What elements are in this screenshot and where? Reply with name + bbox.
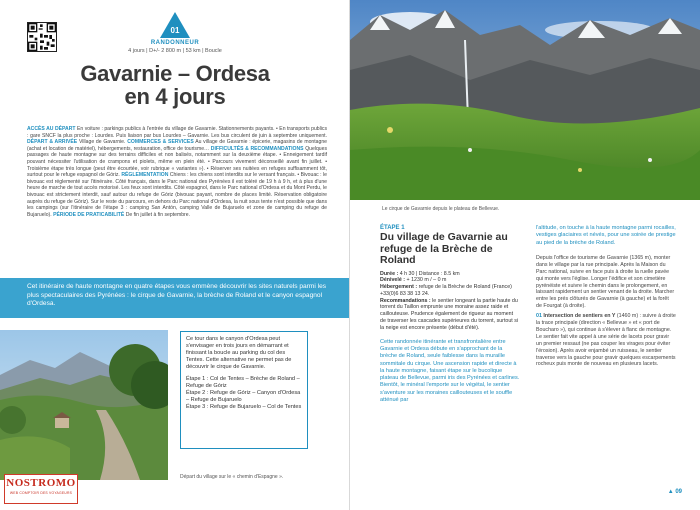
info-text: Chiens : les chiens sont interdits sur le versant français. • Bivouac : le bivouac est réglementé sur l'itinéraire. Côté français, dans le Parc national des Pyrénées il est toléré de 19 h à 9 h, et à plus d'une heure de marche de tout accès motorisé. Les feux sont interdits. Côté espagnol, dans le Parc national d'Ordesa et du Mont Perdu, le bivouac est strictement interdit, sauf autour du refuge de Góriz (bivouac payant, nombre de places limité. Réservation obligatoire auprès du refuge de Góriz). Sur le reste du parcours, en dehors du Parc national d'Ordesa, la nuit sous tente n'est possible que dans les campings (sur l'itinéraire de l'étape 3 : camping San Antón, camping Valle de Bujaruelo et zone de camping du refuge de Bujaruelo). (27, 172, 328, 218)
info-text: De fin juillet à fin septembre. (124, 211, 190, 218)
qr-code-icon (28, 23, 56, 51)
stage-number-badge (160, 12, 190, 38)
stage-directions-2 (536, 313, 676, 368)
logo-subtitle: WEB COMPTOIR DES VOYAGEURS (9, 491, 73, 495)
stat-row: Hébergement : refuge de la Brèche de Roland (France) +33(0)6 83 38 13 24. (380, 284, 512, 297)
category-label: RANDONNEUR (150, 40, 200, 46)
route-meta: 4 jours | D+/- 2 800 m | 53 km | Boucle (128, 48, 222, 54)
stage-label: ÉTAPE 1 (380, 225, 405, 231)
stage-intro: Cette randonnée itinérante et transfrontalière entre Gavarnie et Ordesa débute en s'approchant de la brèche de Roland, seule faiblesse dans la muraille sommitale du cirque. Une ascension rapide et directe à la haute montagne, faisant étape sur le bucolique plateau de Bellevue, parmi iris des Pyrénées et carlines. Bientôt, le minéral l'emporte sur le végétal, le sentier s'aventure sur les moraines caillouteuses et le souffle atténué par (380, 338, 520, 404)
info-key: COMMERCES & SERVICES (127, 139, 194, 146)
stage-column-2 (536, 225, 676, 368)
intro-banner: Cet itinéraire de haute montagne en quatre étapes vous emmène découvrir les sites naturels parmi les plus spectaculaires des Pyrénées : le cirque de Gavarnie, la brèche de Roland et le canyon espagnol d'Ordesa. (0, 278, 350, 318)
title-line-1: Gavarnie – Ordesa (80, 61, 270, 86)
publisher-logo[interactable] (4, 474, 78, 504)
waypoint-text: (1460 m) : suivre à droite la trace principale (direction « Bellevue » et « port de Boucharo »), qui continue à s'élever à flanc de montagne. Le sentier fait vite appel à une série de lacets pour gravir un premier ressaut (ne pas couper les virages pour éviter l'érosion). Après avoir enjambé un ruisseau, le sentier traverse vers la gauche pour gravir quelques escarpements rocheux puis monte de nouveau en plusieurs lacets. (536, 313, 676, 368)
stage-column-1 (380, 225, 520, 404)
title-line-2: en 4 jours (124, 84, 226, 109)
info-text: Village de Gavarnie. (77, 139, 126, 146)
info-text: Quelques passages de haute montagne sur des terrains difficiles et non balisés, notamment sur la deuxième étape. • Enneigement tardif pouvant nécessiter l'utilisation de crampons et piolets, même en plein été. • Parcours vivement déconseillé avant fin juillet. • Troisième étape très longue (peut être écourtée, voir rubrique « variantes »). • Réserver ses nuitées en refuges suffisamment tôt, surtout pour le refuge espagnol de Góriz. (27, 145, 327, 179)
left-photo-caption: Départ du village sur le « chemin d'Espagne ». (180, 474, 284, 480)
stat-row: Dénivelé : + 1230 m / – 0 m (380, 277, 447, 284)
stat-row: Durée : 4 h 30 | Distance : 8.5 km (380, 270, 460, 277)
variant-intro: Ce tour dans le canyon d'Ordesa peut s'envisager en trois jours en démarrant et finissant la boucle au parking du col des Tentes. Cette alternative ne permet pas de découvrir le cirque de Gavarnie. (186, 336, 292, 370)
page-title (40, 62, 310, 108)
logo-name: NOSTROMO (6, 477, 76, 489)
cirque-image (350, 0, 700, 200)
village-path-image (0, 330, 168, 480)
qr-code[interactable] (27, 22, 57, 52)
stat-row: Recommandations : le sentier longeant la partie haute du torrent du Taillon emprunte une moraine assez raide et caillouteuse. Prudence également de rigueur au moment de traverser les cascades supérieures du torrent, surtout si la neige est encore présente (début d'été). (380, 297, 519, 331)
info-text: En voiture : parkings publics à l'entrée du village de Gavarnie. Stationnements payants. • En transports publics : gare SNCF la plus proche : Lourdes. Puis liaison par bus Lourdes – Gavarnie. Les bus circulent de juin à septembre uniquement. (27, 126, 327, 139)
info-key: DIFFICULTÉS & RECOMMANDATIONS (210, 145, 304, 152)
badge-number: 01 (170, 26, 180, 35)
right-page (350, 0, 700, 510)
practical-info (27, 126, 327, 218)
info-key: DÉPART & ARRIVÉE (27, 139, 78, 146)
right-photo-caption: Le cirque de Gavarnie depuis le plateau de Bellevue. (382, 206, 500, 212)
variant-box (180, 331, 308, 449)
stage-intro-continued: l'altitude, on touche à la haute montagne parmi rocailles, vestiges glaciaires et névés, pour une soirée de prestige au pied de la brèche de Roland. (536, 225, 676, 246)
cirque-photo (350, 0, 700, 200)
waypoint-number: 01 (536, 313, 542, 320)
stage-directions-1: Depuis l'office de tourisme de Gavarnie (1365 m), monter dans le village par la rue principale. Après la Maison du Parc national, suivre en face puis à droite la ruelle pavée qui monte vers l'église. Longer l'édifice et son cimetière pyrénéiste et suivre le chemin dans le prolongement, en laissant rapidement un sentier venant de la droite. Marcher entre les prés clôturés de Gavarnie (à gauche) et la forêt de Fourgat (à droite). (536, 254, 675, 310)
village-path-photo (0, 330, 168, 480)
page-number: ▲ 09 (667, 489, 682, 495)
info-key: RÉGLEMENTATION (121, 172, 169, 179)
info-key: PÉRIODE DE PRATICABILITÉ (53, 211, 125, 218)
variant-steps: Étape 1 : Col de Tentes – Brèche de Roland – Refuge de Góriz Étape 2 : Refuge de Góriz – Canyon d'Ordesa – Refuge de Bujaruelo Étape 3 : Refuge de Bujaruelo – Col de Tentes (186, 376, 302, 410)
stage-title: Du village de Gavarnie au refuge de la Brèche de Roland (380, 231, 508, 266)
info-key: ACCÈS AU DÉPART (27, 126, 76, 132)
info-text: Au village de Gavarnie : épicerie, magasins de montagne (achat et location de matériel), hébergements, restauration, office de tourisme… (27, 139, 327, 152)
waypoint-heading: Intersection de sentiers en Y (543, 313, 616, 320)
